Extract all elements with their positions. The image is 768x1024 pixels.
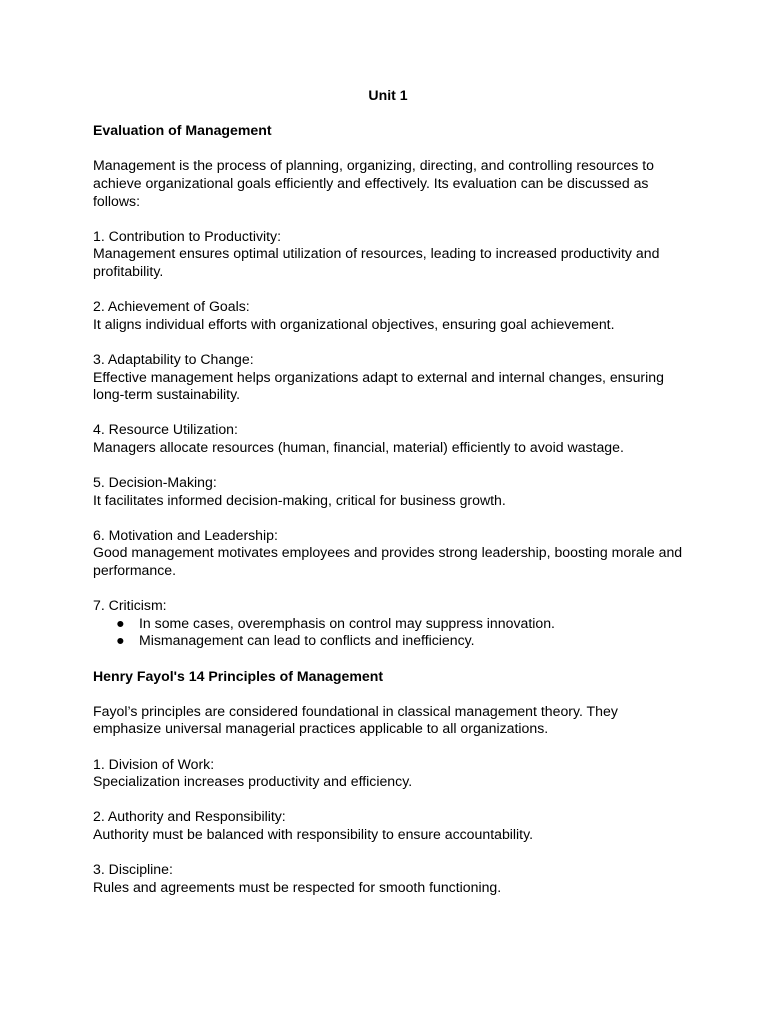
spacer [93,333,683,351]
item-label: 6. Motivation and Leadership: [93,526,278,543]
item-label: 3. Discipline: [93,861,173,878]
item-text: Authority must be balanced with responsibility to ensure accountability. [93,825,534,842]
spacer [93,140,683,158]
item-text: Management ensures optimal utilization of resources, leading to increased productivity and profitability. [93,245,660,279]
spacer [93,456,683,474]
spacer [93,281,683,299]
spacer [93,210,683,228]
criticism-bullet-list [93,615,683,650]
spacer [93,404,683,422]
spacer [93,791,683,809]
section-heading-fayol: Henry Fayol's 14 Principles of Management [93,667,384,684]
item-label: 3. Adaptability to Change: [93,350,254,367]
item-label: 2. Authority and Responsibility: [93,808,286,825]
list-item [93,615,683,633]
spacer [93,844,683,862]
item-label: 2. Achievement of Goals: [93,298,250,315]
item-text: Good management motivates employees and provides strong leadership, boosting morale and performance. [93,544,683,579]
item-text: It aligns individual efforts with organizational objectives, ensuring goal achievement. [93,315,615,332]
item-text: Rules and agreements must be respected for smooth functioning. [93,878,502,895]
item-text: Specialization increases productivity and efficiency. [93,773,413,790]
item-text: Managers allocate resources (human, financial, material) efficiently to avoid wastage. [93,438,624,455]
list-item [93,632,683,650]
section-intro-fayol: Fayol’s principles are considered foundational in classical management theory. They emphasize universal managerial practices applicable to all organizations. [93,702,618,737]
spacer [93,685,683,703]
spacer [93,738,683,756]
item-label: 4. Resource Utilization: [93,421,238,438]
item-label: 1. Division of Work: [93,755,215,772]
section-intro-evaluation: Management is the process of planning, organizing, directing, and controlling resources to achieve organizational goals efficiently and effectively. Its evaluation can be discussed as follows: [93,157,654,209]
spacer [93,650,683,668]
item-label: 7. Criticism: [93,597,167,614]
section-heading-evaluation: Evaluation of Management [93,122,272,139]
item-text: It facilitates informed decision-making, critical for business growth. [93,491,506,508]
document-page [93,87,683,896]
spacer [93,105,683,123]
spacer [93,509,683,527]
bullet-text: In some cases, overemphasis on control may suppress innovation. [139,614,555,631]
document-title: Unit 1 [368,87,408,103]
item-text: Effective management helps organizations adapt to external and internal changes, ensuring long-term sustainability. [93,368,664,403]
spacer [93,580,683,598]
bullet-text: Mismanagement can lead to conflicts and inefficiency. [139,632,475,649]
bullet-icon: ● [116,614,125,631]
item-label: 1. Contribution to Productivity: [93,227,282,244]
item-label: 5. Decision-Making: [93,474,217,491]
bullet-icon: ● [116,632,125,649]
